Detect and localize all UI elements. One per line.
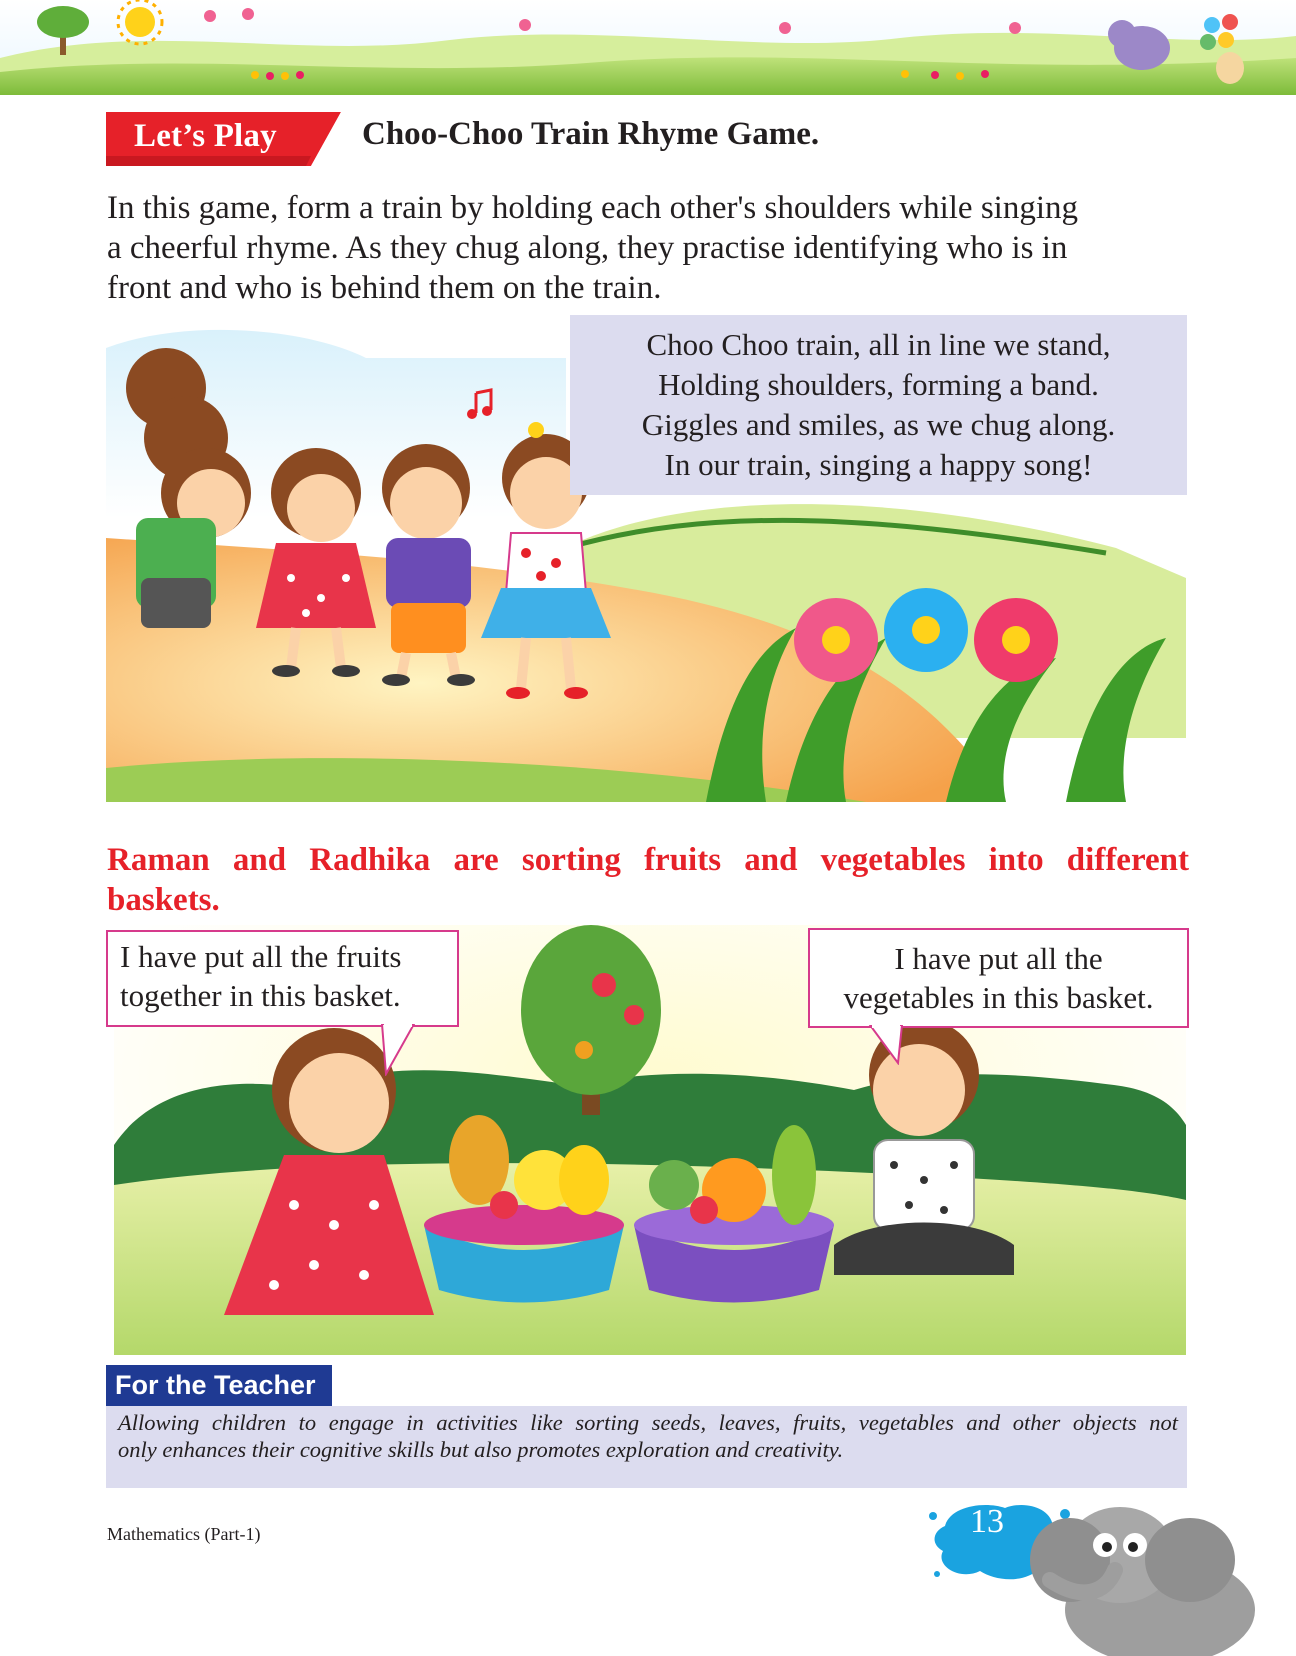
rhyme-line: In our train, singing a happy song!	[664, 447, 1093, 482]
top-banner-illustration	[0, 0, 1296, 95]
rhyme-box	[570, 315, 1187, 495]
bubble-line: I have put all the	[894, 941, 1103, 976]
teacher-line: only enhances their cognitive skills but also promotes exploration and creativity.	[118, 1437, 844, 1462]
rhyme-line: Choo Choo train, all in line we stand,	[646, 327, 1111, 362]
teacher-line: Allowing children to engage in activities like sorting seeds, leaves, fruits, vegetables and other objects not	[118, 1410, 1178, 1435]
bubble-tail	[380, 1024, 420, 1076]
bubble-line: together in this basket.	[120, 978, 401, 1013]
bubble-line: vegetables in this basket.	[843, 980, 1154, 1015]
radhika-speech-bubble	[106, 930, 459, 1027]
book-title-footer: Mathematics (Part-1)	[107, 1524, 261, 1544]
teacher-note-text	[118, 1409, 1178, 1463]
lets-play-tag	[106, 112, 341, 166]
bubble-line: I have put all the fruits	[120, 939, 402, 974]
bubble-tail	[868, 1025, 908, 1065]
tag-label: Let’s Play	[134, 118, 277, 154]
intro-line: In this game, form a train by holding each other's shoulders while singing	[107, 190, 1079, 226]
intro-paragraph	[107, 188, 1189, 308]
page-number: 13	[970, 1503, 1004, 1540]
raman-speech-bubble	[808, 928, 1189, 1028]
rhyme-line: Giggles and smiles, as we chug along.	[641, 407, 1116, 442]
teacher-label: For the Teacher	[115, 1370, 316, 1400]
elephant-mascot	[1010, 1500, 1290, 1656]
heading-line: baskets.	[107, 882, 220, 918]
rhyme-line: Holding shoulders, forming a band.	[658, 367, 1099, 402]
game-title: Choo-Choo Train Rhyme Game.	[362, 116, 820, 152]
intro-line: a cheerful rhyme. As they chug along, they practise identifying who is in	[107, 230, 1068, 266]
sorting-question-heading	[107, 840, 1189, 920]
heading-line: Raman and Radhika are sorting fruits and vegetables into different	[107, 842, 1189, 878]
intro-line: front and who is behind them on the train.	[107, 270, 662, 306]
